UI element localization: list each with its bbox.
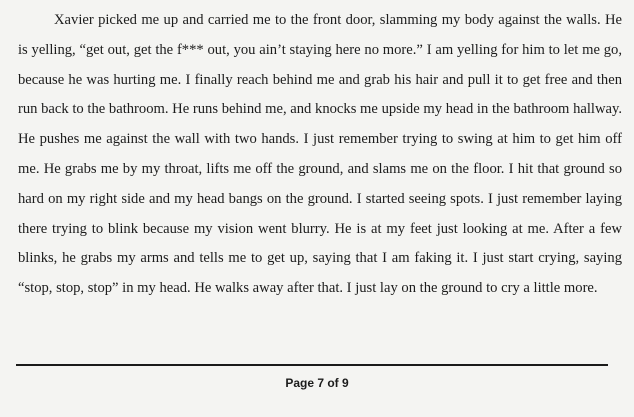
paragraph-line: blinks, he grabs my arms and tells me to get up, saying that I am faking it. I just start crying, saying — [18, 250, 622, 267]
footer-divider — [16, 364, 608, 366]
page-number: Page 7 of 9 — [285, 376, 349, 390]
paragraph-line: me. He grabs me by my throat, lifts me off the ground, and slams me on the floor. I hit that ground so — [18, 160, 622, 177]
paragraph-line: because he was hurting me. I finally reach behind me and grab his hair and pull it to get free and then — [18, 71, 622, 88]
paragraph-line: He pushes me against the wall with two hands. I just remember trying to swing at him to get him off — [18, 131, 622, 148]
paragraph-line: there trying to blink because my vision went blurry. He is at my feet just looking at me. After a few — [18, 220, 622, 237]
paragraph-line: run back to the bathroom. He runs behind me, and knocks me upside my head in the bathroom hallway. — [18, 101, 622, 118]
statement-paragraph — [18, 6, 622, 304]
paragraph-line: hard on my right side and my head bangs on the ground. I started seeing spots. I just remember laying — [18, 190, 622, 207]
paragraph-line: is yelling, “get out, get the f*** out, you ain’t staying here no more.” I am yelling for him to let me go, — [18, 41, 622, 58]
paragraph-line: “stop, stop, stop” in my head. He walks away after that. I just lay on the ground to cry a little more. — [18, 280, 598, 297]
paragraph-line: Xavier picked me up and carried me to the front door, slamming my body against the walls. He — [54, 12, 622, 28]
